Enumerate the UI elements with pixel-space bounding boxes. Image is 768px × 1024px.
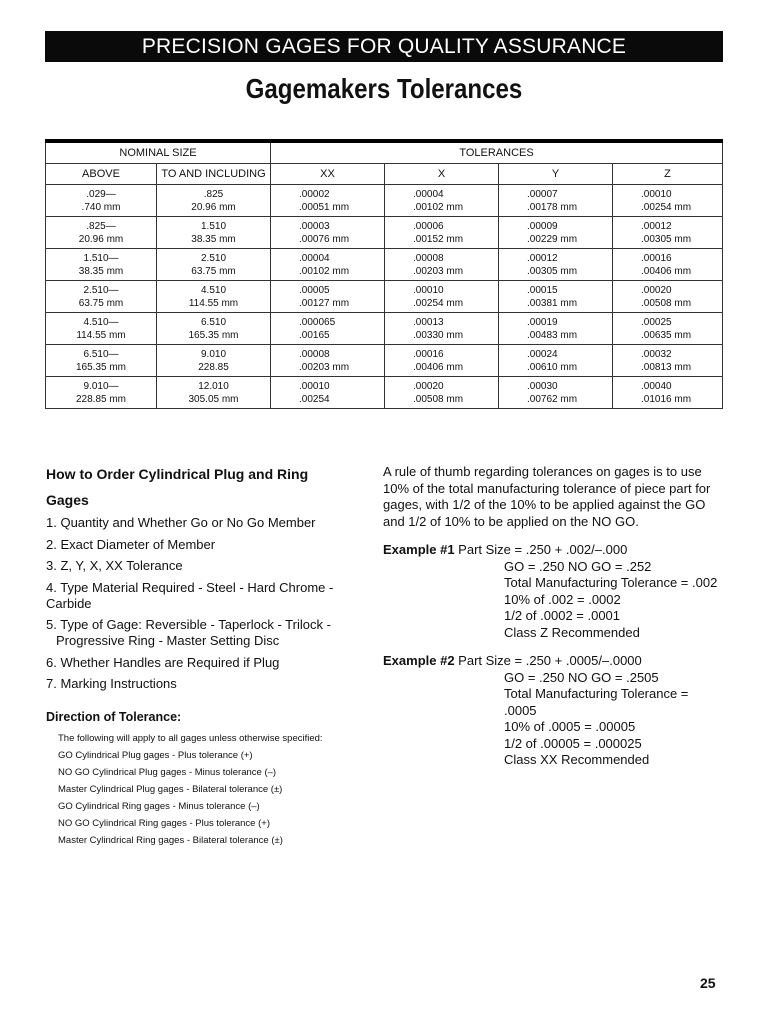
direction-heading: Direction of Tolerance: bbox=[46, 710, 182, 724]
table-cell-to-and-including bbox=[157, 217, 271, 249]
list-item: 3. Z, Y, X, XX Tolerance bbox=[46, 558, 183, 573]
cell-line: 1.510— bbox=[83, 252, 119, 264]
cell-line: 6.510 bbox=[200, 316, 227, 328]
cell-line: 228.85 mm bbox=[75, 393, 127, 405]
cell-line: .00012 bbox=[527, 252, 558, 264]
cell-line: 20.96 mm bbox=[191, 201, 236, 213]
example-line: GO = .250 NO GO = .252 bbox=[504, 558, 652, 574]
ordering-section bbox=[46, 461, 356, 849]
list-item: Master Cylindrical Ring gages - Bilateral tolerance (±) bbox=[58, 835, 283, 846]
cell-line: .000065 bbox=[299, 316, 336, 328]
cell-line: .00229 mm bbox=[527, 233, 578, 245]
table-cell-above bbox=[46, 345, 157, 377]
cell-line: .00254 bbox=[299, 393, 330, 405]
cell-line: .00007 bbox=[527, 188, 558, 200]
rule-of-thumb-paragraph: A rule of thumb regarding tolerances on gages is to use 10% of the total manufacturing tolerance of piece part for gages, with 1/2 of the 10% to be applied against the GO and 1/2 of 10% to be applied on the NO GO. bbox=[383, 464, 711, 529]
cell-line: 1.510 bbox=[200, 220, 227, 232]
cell-line: .00012 bbox=[641, 220, 672, 232]
cell-line: .00040 bbox=[641, 380, 672, 392]
table-cell-xx bbox=[271, 281, 385, 313]
cell-line: 63.75 mm bbox=[191, 265, 236, 277]
example-line: Total Manufacturing Tolerance = .0005 bbox=[504, 686, 689, 718]
table-cell-z bbox=[613, 185, 723, 217]
cell-line: .740 mm bbox=[81, 201, 121, 213]
cell-line: .00002 bbox=[299, 188, 330, 200]
list-item: Master Cylindrical Plug gages - Bilateral tolerance (±) bbox=[58, 784, 283, 795]
table-cell-above bbox=[46, 249, 157, 281]
column-header-z: Z bbox=[613, 164, 723, 185]
cell-line: 20.96 mm bbox=[78, 233, 124, 245]
table-cell-above bbox=[46, 185, 157, 217]
example-line: GO = .250 NO GO = .2505 bbox=[504, 669, 659, 685]
cell-line: .00010 bbox=[413, 284, 444, 296]
table-row bbox=[46, 217, 723, 249]
cell-line: 6.510— bbox=[83, 348, 119, 360]
cell-line: 228.85 bbox=[198, 361, 229, 373]
table-cell-x bbox=[385, 281, 499, 313]
table-cell-above bbox=[46, 377, 157, 409]
cell-line: .00004 bbox=[413, 188, 444, 200]
examples-section bbox=[383, 464, 723, 769]
table-row bbox=[46, 377, 723, 409]
cell-line: .00051 mm bbox=[299, 201, 350, 213]
table-row bbox=[46, 185, 723, 217]
cell-line: .00813 mm bbox=[641, 361, 692, 373]
table-cell-z bbox=[613, 217, 723, 249]
cell-line: .00102 mm bbox=[299, 265, 350, 277]
table-cell-xx bbox=[271, 249, 385, 281]
table-cell-x bbox=[385, 313, 499, 345]
list-item: 2. Exact Diameter of Member bbox=[46, 536, 216, 552]
table-cell-x bbox=[385, 345, 499, 377]
page-title: Gagemakers Tolerances bbox=[245, 73, 523, 104]
cell-line: .00004 bbox=[299, 252, 330, 264]
cell-line: 9.010— bbox=[83, 380, 119, 392]
cell-line: .00003 bbox=[299, 220, 330, 232]
list-item: NO GO Cylindrical Ring gages - Plus tolerance (+) bbox=[58, 818, 270, 829]
cell-line: .00010 bbox=[299, 380, 330, 392]
cell-line: .00203 mm bbox=[299, 361, 350, 373]
cell-line: .00254 mm bbox=[641, 201, 692, 213]
table-cell-to-and-including bbox=[157, 345, 271, 377]
list-item-text: 5. Type of Gage: Reversible - Taperlock - Trilock - bbox=[46, 617, 331, 632]
cell-line: .00483 mm bbox=[527, 329, 578, 341]
table-cell-x bbox=[385, 185, 499, 217]
cell-line: .00254 mm bbox=[413, 297, 464, 309]
cell-line: .00406 mm bbox=[413, 361, 464, 373]
table-cell-x bbox=[385, 249, 499, 281]
cell-line: .00762 mm bbox=[527, 393, 578, 405]
cell-line: .00406 mm bbox=[641, 265, 692, 277]
table-cell-to-and-including bbox=[157, 281, 271, 313]
cell-line: .00008 bbox=[413, 252, 444, 264]
nominal-size-header: NOMINAL SIZE bbox=[46, 141, 271, 164]
tolerance-table bbox=[45, 139, 723, 409]
ordering-heading: How to Order Cylindrical Plug and Ring Gages bbox=[46, 466, 309, 508]
cell-line: .00330 mm bbox=[413, 329, 464, 341]
cell-line: .00019 bbox=[527, 316, 558, 328]
table-cell-y bbox=[499, 185, 613, 217]
table-cell-above bbox=[46, 281, 157, 313]
cell-line: .00013 bbox=[413, 316, 444, 328]
cell-line: 2.510— bbox=[83, 284, 119, 296]
cell-line: .00165 bbox=[299, 329, 330, 341]
table-cell-z bbox=[613, 345, 723, 377]
cell-line: .00102 mm bbox=[413, 201, 464, 213]
example-part-size: Part Size = .250 + .002/–.000 bbox=[458, 542, 628, 557]
cell-line: .01016 mm bbox=[641, 393, 692, 405]
list-item: GO Cylindrical Plug gages - Plus tolerance (+) bbox=[58, 750, 253, 761]
table-cell-to-and-including bbox=[157, 185, 271, 217]
example-1 bbox=[383, 542, 723, 641]
cell-line: .00152 mm bbox=[413, 233, 464, 245]
cell-line: .00008 bbox=[299, 348, 330, 360]
cell-line: .00610 mm bbox=[527, 361, 578, 373]
cell-line: .00203 mm bbox=[413, 265, 464, 277]
cell-line: 114.55 mm bbox=[76, 329, 126, 341]
table-cell-y bbox=[499, 281, 613, 313]
list-item: GO Cylindrical Ring gages - Minus tolerance (–) bbox=[58, 801, 260, 812]
column-header-x: X bbox=[385, 164, 499, 185]
cell-line: .00030 bbox=[527, 380, 558, 392]
list-item: 7. Marking Instructions bbox=[46, 676, 177, 691]
example-line: 1/2 of .00005 = .000025 bbox=[504, 735, 642, 751]
tolerances-header: TOLERANCES bbox=[271, 141, 723, 164]
table-cell-xx bbox=[271, 313, 385, 345]
cell-line: .00178 mm bbox=[527, 201, 578, 213]
table-row bbox=[46, 313, 723, 345]
list-item bbox=[46, 617, 356, 649]
example-line: Class XX Recommended bbox=[504, 752, 650, 767]
cell-line: 12.010 bbox=[198, 380, 229, 392]
cell-line: .00381 mm bbox=[527, 297, 578, 309]
column-header-xx: XX bbox=[271, 164, 385, 185]
table-cell-above bbox=[46, 217, 157, 249]
cell-line: 9.010 bbox=[200, 348, 227, 360]
cell-line: 38.35 mm bbox=[191, 233, 236, 245]
table-cell-z bbox=[613, 281, 723, 313]
list-item: NO GO Cylindrical Plug gages - Minus tolerance (–) bbox=[58, 767, 277, 778]
cell-line: .00127 mm bbox=[299, 297, 350, 309]
cell-line: .00016 bbox=[413, 348, 444, 360]
cell-line: .00009 bbox=[527, 220, 558, 232]
cell-line: .00020 bbox=[413, 380, 444, 392]
table-cell-z bbox=[613, 249, 723, 281]
table-row bbox=[46, 281, 723, 313]
cell-line: .00305 mm bbox=[641, 233, 692, 245]
table-cell-xx bbox=[271, 217, 385, 249]
table-cell-xx bbox=[271, 377, 385, 409]
table-cell-y bbox=[499, 249, 613, 281]
column-header-y: Y bbox=[499, 164, 613, 185]
table-cell-y bbox=[499, 313, 613, 345]
table-row bbox=[46, 249, 723, 281]
table-cell-y bbox=[499, 217, 613, 249]
cell-line: .00005 bbox=[299, 284, 330, 296]
example-line: 10% of .002 = .0002 bbox=[504, 591, 621, 607]
table-cell-y bbox=[499, 377, 613, 409]
column-header-above: ABOVE bbox=[46, 164, 157, 185]
page-number: 25 bbox=[700, 975, 716, 991]
example-2 bbox=[383, 653, 723, 769]
tolerance-table-body bbox=[46, 185, 723, 409]
table-cell-z bbox=[613, 313, 723, 345]
cell-line: .00015 bbox=[527, 284, 558, 296]
table-cell-x bbox=[385, 377, 499, 409]
table-cell-x bbox=[385, 217, 499, 249]
direction-list bbox=[46, 730, 356, 849]
cell-line: 165.35 mm bbox=[188, 329, 239, 341]
table-cell-to-and-including bbox=[157, 249, 271, 281]
table-cell-z bbox=[613, 377, 723, 409]
list-item: 4. Type Material Required - Steel - Hard Chrome - Carbide bbox=[46, 579, 334, 611]
list-item: The following will apply to all gages unless otherwise specified: bbox=[58, 733, 323, 744]
table-cell-above bbox=[46, 313, 157, 345]
table-cell-to-and-including bbox=[157, 313, 271, 345]
cell-line: .00024 bbox=[527, 348, 558, 360]
table-cell-xx bbox=[271, 345, 385, 377]
example-label: Example #2 bbox=[383, 653, 455, 668]
cell-line: .00016 bbox=[641, 252, 672, 264]
list-item: 6. Whether Handles are Required if Plug bbox=[46, 654, 280, 670]
cell-line: 4.510 bbox=[200, 284, 227, 296]
cell-line: .00076 mm bbox=[299, 233, 350, 245]
cell-line: 114.55 mm bbox=[188, 297, 239, 309]
example-line: Total Manufacturing Tolerance = .002 bbox=[504, 575, 718, 590]
cell-line: .00508 mm bbox=[413, 393, 464, 405]
table-cell-y bbox=[499, 345, 613, 377]
cell-line: .825— bbox=[86, 220, 116, 232]
cell-line: 165.35 mm bbox=[75, 361, 127, 373]
table-cell-xx bbox=[271, 185, 385, 217]
cell-line: .00025 bbox=[641, 316, 672, 328]
example-line: 10% of .0005 = .00005 bbox=[504, 719, 636, 734]
cell-line: .00032 bbox=[641, 348, 672, 360]
list-item: 1. Quantity and Whether Go or No Go Member bbox=[46, 515, 316, 530]
cell-line: .029— bbox=[86, 188, 116, 200]
example-line: Class Z Recommended bbox=[504, 624, 640, 640]
example-label: Example #1 bbox=[383, 542, 455, 557]
cell-line: .00635 mm bbox=[641, 329, 692, 341]
page-banner: PRECISION GAGES FOR QUALITY ASSURANCE bbox=[45, 31, 723, 62]
cell-line: 305.05 mm bbox=[188, 393, 239, 405]
table-cell-to-and-including bbox=[157, 377, 271, 409]
cell-line: .00020 bbox=[641, 284, 672, 296]
table-row bbox=[46, 345, 723, 377]
column-header-to-and-including: TO AND INCLUDING bbox=[157, 164, 271, 185]
list-item-continuation: Progressive Ring - Master Setting Disc bbox=[56, 633, 280, 648]
cell-line: 2.510 bbox=[200, 252, 227, 264]
cell-line: 63.75 mm bbox=[78, 297, 124, 309]
cell-line: .00006 bbox=[413, 220, 444, 232]
ordering-list bbox=[46, 515, 356, 692]
example-line: 1/2 of .0002 = .0001 bbox=[504, 608, 621, 623]
cell-line: .00305 mm bbox=[527, 265, 578, 277]
cell-line: .825 bbox=[203, 188, 224, 200]
cell-line: .00010 bbox=[641, 188, 672, 200]
cell-line: 38.35 mm bbox=[78, 265, 124, 277]
example-part-size: Part Size = .250 + .0005/–.0000 bbox=[458, 653, 642, 668]
cell-line: .00508 mm bbox=[641, 297, 692, 309]
cell-line: 4.510— bbox=[83, 316, 119, 328]
